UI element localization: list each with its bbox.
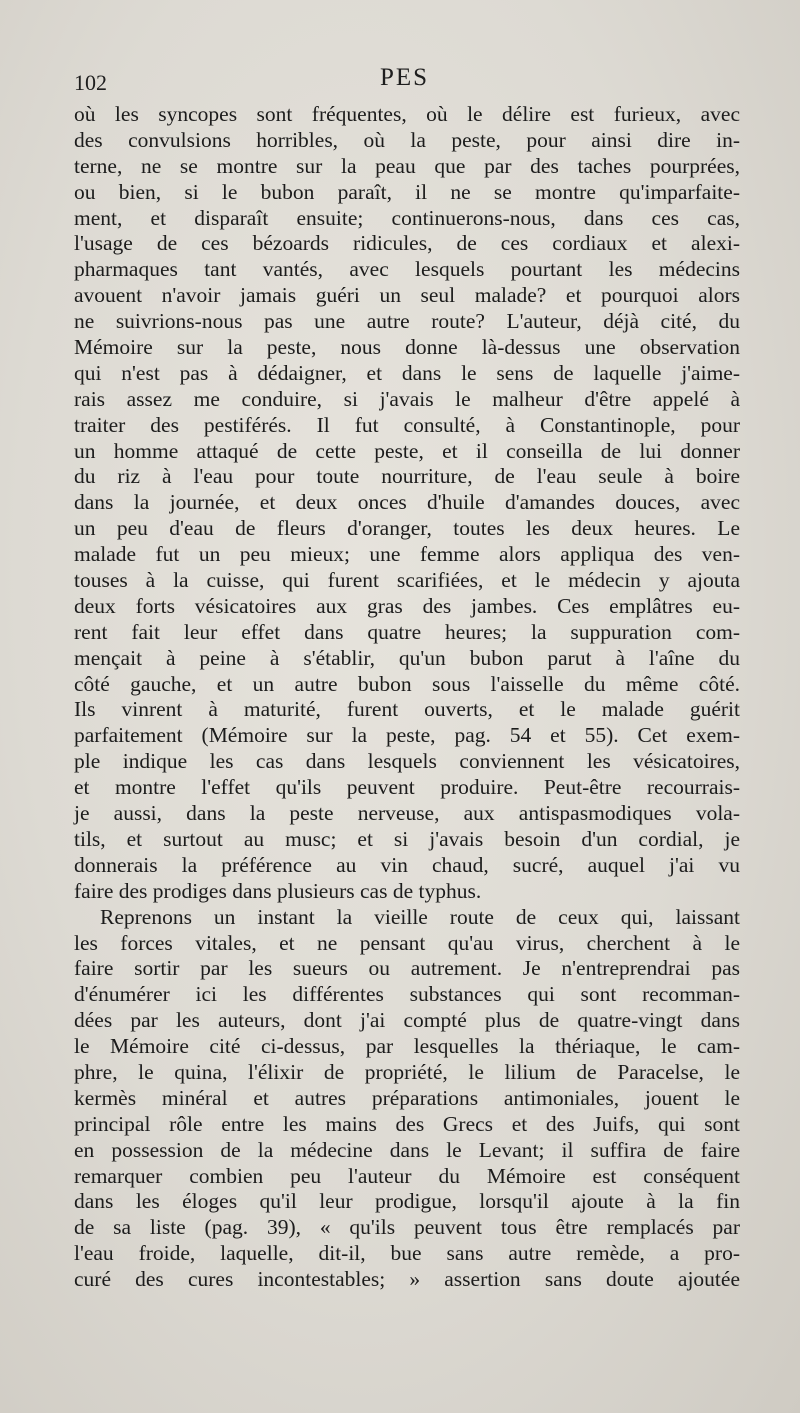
text-line: du riz à l'eau pour toute nourriture, de l'eau seule à boire xyxy=(74,464,740,489)
text-line: terne, ne se montre sur la peau que par des taches pourprées, xyxy=(74,153,740,178)
text-line: où les syncopes sont fréquentes, où le délire est furieux, avec xyxy=(74,102,740,126)
text-line: phre, le quina, l'élixir de propriété, le lilium de Paracelse, le xyxy=(74,1059,740,1084)
text-line: Mémoire sur la peste, nous donne là-dessus une observation xyxy=(74,335,740,360)
text-line: donnerais la préférence au vin chaud, sucré, auquel j'ai vu xyxy=(74,852,740,877)
text-line: de sa liste (pag. 39), « qu'ils peuvent tous être remplacés par xyxy=(74,1215,740,1240)
text-line: d'énumérer ici les différentes substances qui sont recomman- xyxy=(74,982,740,1007)
text-line: Ils vinrent à maturité, furent ouverts, et le malade guérit xyxy=(74,697,740,722)
text-line: rais assez me conduire, si j'avais le malheur d'être appelé à xyxy=(74,386,740,411)
text-line: traiter des pestiférés. Il fut consulté, à Constantinople, pour xyxy=(74,412,740,437)
page-header xyxy=(70,62,740,102)
text-line: l'usage de ces bézoards ridicules, de ces cordiaux et alexi- xyxy=(74,231,740,256)
text-line: dans les éloges qu'il leur prodigue, lorsqu'il ajoute à la fin xyxy=(74,1189,740,1214)
text-line: je aussi, dans la peste nerveuse, aux antispasmodiques vola- xyxy=(74,801,740,826)
text-line: le Mémoire cité ci-dessus, par lesquelles la thériaque, le cam- xyxy=(74,1034,740,1059)
text-line: remarquer combien peu l'auteur du Mémoire est conséquent xyxy=(74,1163,740,1188)
page-number: 102 xyxy=(74,70,107,95)
text-line: Reprenons un instant la vieille route de ceux qui, laissant xyxy=(100,904,740,929)
running-head: PES xyxy=(380,64,430,91)
text-line: des convulsions horribles, où la peste, pour ainsi dire in- xyxy=(74,127,740,152)
text-line: ple indique les cas dans lesquels conviennent les vésicatoires, xyxy=(74,749,740,774)
body-text xyxy=(74,102,740,1293)
text-line: ou bien, si le bubon paraît, il ne se montre qu'imparfaite- xyxy=(74,179,740,204)
text-line: malade fut un peu mieux; une femme alors appliqua des ven- xyxy=(74,542,740,567)
text-line: curé des cures incontestables; » assertion sans doute ajoutée xyxy=(74,1267,740,1292)
text-line: qui n'est pas à dédaigner, et dans le sens de laquelle j'aime- xyxy=(74,360,740,385)
text-line: l'eau froide, laquelle, dit-il, bue sans autre remède, a pro- xyxy=(74,1241,740,1266)
text-line: touses à la cuisse, qui furent scarifiées, et le médecin y ajouta xyxy=(74,568,740,593)
text-line: un homme attaqué de cette peste, et il conseilla de lui donner xyxy=(74,438,740,463)
text-line: ment, et disparaît ensuite; continuerons-nous, dans ces cas, xyxy=(74,205,740,230)
text-line: kermès minéral et autres préparations antimoniales, jouent le xyxy=(74,1085,740,1110)
text-line: faire sortir par les sueurs ou autrement. Je n'entreprendrai pas xyxy=(74,956,740,981)
text-line: côté gauche, et un autre bubon sous l'aisselle du même côté. xyxy=(74,671,740,696)
text-line: faire des prodiges dans plusieurs cas de typhus. xyxy=(74,878,482,903)
text-line: parfaitement (Mémoire sur la peste, pag. 54 et 55). Cet exem- xyxy=(74,723,740,748)
text-line: et montre l'effet qu'ils peuvent produire. Peut-être recourrais- xyxy=(74,775,740,800)
text-line: avouent n'avoir jamais guéri un seul malade? et pourquoi alors xyxy=(74,283,740,308)
text-line: mençait à peine à s'établir, qu'un bubon parut à l'aîne du xyxy=(74,645,740,670)
text-line: un peu d'eau de fleurs d'oranger, toutes les deux heures. Le xyxy=(74,516,740,541)
text-line: pharmaques tant vantés, avec lesquels pourtant les médecins xyxy=(74,257,740,282)
text-line: les forces vitales, et ne pensant qu'au virus, cherchent à le xyxy=(74,930,740,955)
text-line: rent fait leur effet dans quatre heures; la suppuration com- xyxy=(74,619,740,644)
text-line: dans la journée, et deux onces d'huile d'amandes douces, avec xyxy=(74,490,740,515)
paragraph xyxy=(74,905,740,1293)
paragraph xyxy=(74,102,740,905)
text-line: principal rôle entre les mains des Grecs et des Juifs, qui sont xyxy=(74,1111,740,1136)
text-line: deux forts vésicatoires aux gras des jambes. Ces emplâtres eu- xyxy=(74,593,740,618)
text-line: en possession de la médecine dans le Levant; il suffira de faire xyxy=(74,1137,740,1162)
text-line: tils, et surtout au musc; et si j'avais besoin d'un cordial, je xyxy=(74,826,740,851)
text-line: ne suivrions-nous pas une autre route? L'auteur, déjà cité, du xyxy=(74,309,740,334)
text-line: dées par les auteurs, dont j'ai compté plus de quatre-vingt dans xyxy=(74,1008,740,1033)
